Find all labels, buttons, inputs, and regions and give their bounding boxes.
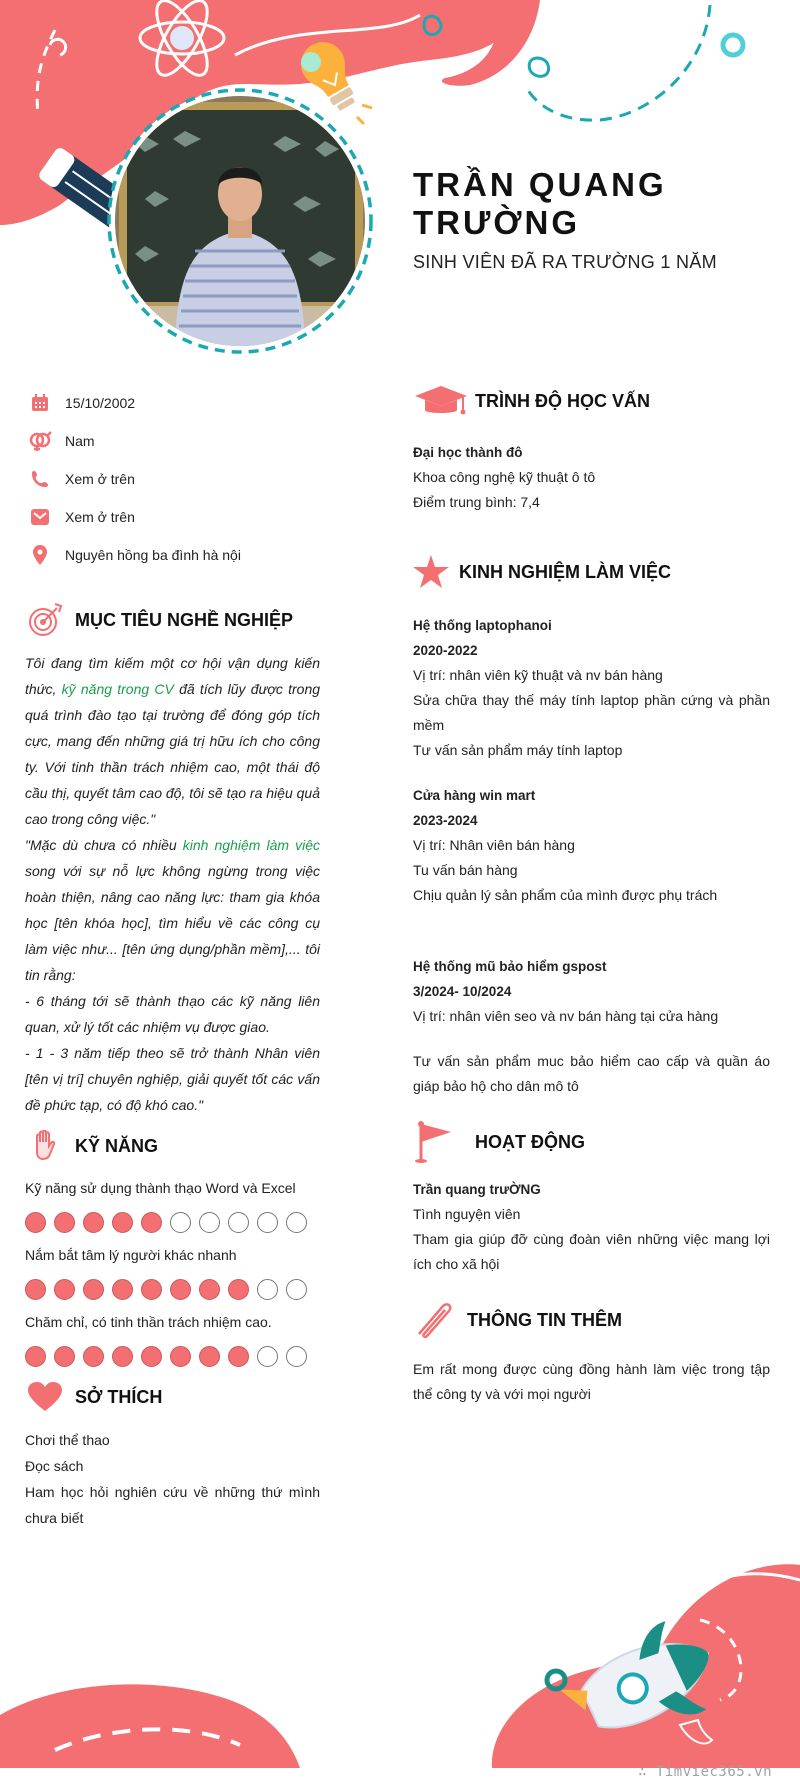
skill-level-dot: [257, 1346, 278, 1367]
email-icon: [25, 505, 55, 529]
skill-level-dot: [228, 1279, 249, 1300]
candidate-subtitle: SINH VIÊN ĐÃ RA TRƯỜNG 1 NĂM: [413, 252, 717, 272]
objective-text-part: - 6 tháng tới sẽ thành thạo các kỹ năng liên quan, xử lý tốt các nhiệm vụ được giao.: [25, 993, 320, 1035]
objective-text-part: - 1 - 3 năm tiếp theo sẽ trở thành Nhân viên [tên vị trí] chuyên nghiệp, giải quyết tốt các vấn đề phức tạp, có độ khó cao.": [25, 1045, 320, 1113]
activity-role: Tình nguyện viên: [413, 1206, 521, 1222]
skill-level-dot: [141, 1212, 162, 1233]
extra-desc: Em rất mong được cùng đồng hành làm việc trong tập thể công ty và với mọi người: [413, 1361, 770, 1402]
extra-title: THÔNG TIN THÊM: [467, 1309, 622, 1330]
skill-level-dot: [54, 1346, 75, 1367]
skill-level-dot: [170, 1212, 191, 1233]
skill-level-dot: [112, 1279, 133, 1300]
skills-title: KỸ NĂNG: [75, 1135, 159, 1156]
flag-icon: [413, 1121, 471, 1163]
location-pin-icon: [25, 543, 55, 567]
objective-text: [25, 650, 320, 1118]
profile-photo: [115, 96, 365, 346]
paperclip-icon: [413, 1299, 463, 1341]
cv-skills-link[interactable]: kỹ năng trong CV: [61, 681, 174, 697]
hobby-item: Chơi thể thao: [25, 1432, 110, 1448]
star-icon: [413, 551, 455, 593]
skill-level-dot: [141, 1346, 162, 1367]
skill-name: Nắm bắt tâm lý người khác nhanh: [25, 1247, 237, 1263]
hobby-item: Đọc sách: [25, 1458, 84, 1474]
job-period: 3/2024- 10/2024: [413, 984, 512, 999]
skill-level-dot: [112, 1346, 133, 1367]
education-section-header: [413, 380, 770, 422]
job-period: 2023-2024: [413, 813, 478, 828]
job-line: Vị trí: nhân viên seo và nv bán hàng tại cửa hàng: [413, 1008, 719, 1024]
skills-section-header: [25, 1126, 320, 1166]
job-entry: [413, 954, 770, 1099]
skill-level-rating: [25, 1279, 320, 1300]
heart-icon: [25, 1377, 65, 1417]
activities-title: HOẠT ĐỘNG: [475, 1131, 585, 1152]
skills-list: [25, 1178, 320, 1367]
hobbies-list: [25, 1427, 320, 1531]
work-experience-link[interactable]: kinh nghiệm làm việc: [182, 837, 320, 853]
right-column: [413, 380, 770, 1407]
phone-icon: [25, 467, 55, 491]
hand-icon: [25, 1126, 65, 1166]
school-name: Đại học thành đô: [413, 445, 523, 460]
skill-level-dot: [228, 1346, 249, 1367]
email-row: [25, 498, 320, 536]
hobby-item: Ham học hỏi nghiên cứu về những thứ mình chưa biết: [25, 1484, 320, 1526]
skill-level-dot: [25, 1279, 46, 1300]
skill-level-dot: [228, 1212, 249, 1233]
candidate-name: TRẦN QUANG TRƯỜNG: [413, 166, 667, 241]
extra-section-header: [413, 1299, 770, 1341]
gender-value: Nam: [65, 433, 95, 449]
skill-level-dot: [286, 1279, 307, 1300]
job-company: Hệ thống laptophanoi: [413, 618, 552, 633]
skill-level-dot: [54, 1212, 75, 1233]
job-line: Vị trí: nhân viên kỹ thuật và nv bán hàng: [413, 667, 663, 683]
skill-level-dot: [199, 1346, 220, 1367]
activity-org: Trần quang trưỜNG: [413, 1182, 541, 1197]
skill-level-rating: [25, 1346, 320, 1367]
address-value: Nguyên hồng ba đình hà nội: [65, 547, 241, 563]
gender-row: [25, 422, 320, 460]
job-line: Chịu quản lý sản phẩm của mình được phụ trách: [413, 887, 718, 903]
birthday-row: [25, 384, 320, 422]
phone-row: [25, 460, 320, 498]
objective-title: MỤC TIÊU NGHỀ NGHIỆP: [75, 609, 294, 630]
skill-level-dot: [83, 1279, 104, 1300]
job-company: Hệ thống mũ bảo hiểm gspost: [413, 959, 607, 974]
skill-level-dot: [199, 1212, 220, 1233]
job-line: Sửa chữa thay thế máy tính laptop phần cứng và phần mềm: [413, 692, 770, 733]
objective-text-part: Tôi đang tìm kiếm một cơ hội vận dụng kiến thức,: [25, 655, 320, 697]
job-line: Tư vấn sản phẩm máy tính laptop: [413, 742, 623, 758]
skill-level-dot: [25, 1346, 46, 1367]
skill-level-dot: [286, 1212, 307, 1233]
skill-level-dot: [141, 1279, 162, 1300]
job-entry: [413, 783, 770, 908]
skill-level-rating: [25, 1212, 320, 1233]
job-period: 2020-2022: [413, 643, 478, 658]
experience-title: KINH NGHIỆM LÀM VIỆC: [459, 561, 672, 582]
job-company: Cửa hàng win mart: [413, 788, 536, 803]
education-title: TRÌNH ĐỘ HỌC VẤN: [475, 390, 650, 411]
objective-text-part: song với sự nỗ lực không ngừng trong việc hoàn thiện, nâng cao năng lực: tham gia khóa học [tên khóa học], tìm hiểu về các công cụ làm việc như... [tên ứng dụng/phần mềm],... tôi tin rằng:: [25, 863, 320, 983]
calendar-icon: [25, 391, 55, 415]
email-value: Xem ở trên: [65, 509, 135, 525]
skill-level-dot: [286, 1346, 307, 1367]
job-line: Tu vấn bán hàng: [413, 862, 518, 878]
skill-level-dot: [257, 1212, 278, 1233]
skill-level-dot: [257, 1279, 278, 1300]
brand-watermark: ∴ Timviec365.vn: [638, 1764, 772, 1780]
skill-level-dot: [112, 1212, 133, 1233]
activity-entry: [413, 1177, 770, 1277]
graduation-cap-icon: [413, 380, 471, 422]
activities-section-header: [413, 1121, 770, 1163]
school-gpa: Điểm trung bình: 7,4: [413, 494, 540, 510]
hobbies-section-header: [25, 1377, 320, 1417]
skill-level-dot: [54, 1279, 75, 1300]
skill-name: Kỹ năng sử dụng thành thạo Word và Excel: [25, 1180, 296, 1196]
skill-level-dot: [199, 1279, 220, 1300]
job-entry: [413, 613, 770, 763]
hobbies-title: SỞ THÍCH: [75, 1386, 163, 1407]
objective-section-header: [25, 600, 320, 640]
job-line: Tư vấn sản phẩm muc bảo hiểm cao cấp và quần áo giáp bảo hộ cho dân mô tô: [413, 1053, 770, 1094]
experience-section-header: [413, 551, 770, 593]
school-major: Khoa công nghệ kỹ thuật ô tô: [413, 469, 596, 485]
target-icon: [25, 600, 65, 640]
skill-level-dot: [83, 1346, 104, 1367]
skill-level-dot: [170, 1346, 191, 1367]
skill-name: Chăm chỉ, có tinh thần trách nhiệm cao.: [25, 1314, 272, 1330]
address-row: [25, 536, 320, 574]
activity-desc: Tham gia giúp đỡ cùng đoàn viên những việc mang lợi ích cho xã hội: [413, 1231, 770, 1272]
objective-text-part: "Mặc dù chưa có nhiều: [25, 837, 183, 853]
objective-text-part: đã tích lũy được trong quá trình đào tạo tại trường để đóng góp tích cực, mang đến những giá trị hữu ích cho công ty. Với tinh thần trách nhiệm cao, một thái độ cầu thị, quyết tâm cao độ, tôi sẽ tạo ra hiệu quả cao trong công việc.": [25, 681, 321, 827]
gender-icon: [25, 429, 55, 453]
birthday-value: 15/10/2002: [65, 395, 136, 411]
left-column: [25, 384, 320, 1531]
skill-level-dot: [25, 1212, 46, 1233]
phone-value: Xem ở trên: [65, 471, 135, 487]
job-line: Vị trí: Nhân viên bán hàng: [413, 837, 575, 853]
skill-level-dot: [83, 1212, 104, 1233]
education-entry: [413, 440, 770, 515]
skill-level-dot: [170, 1279, 191, 1300]
